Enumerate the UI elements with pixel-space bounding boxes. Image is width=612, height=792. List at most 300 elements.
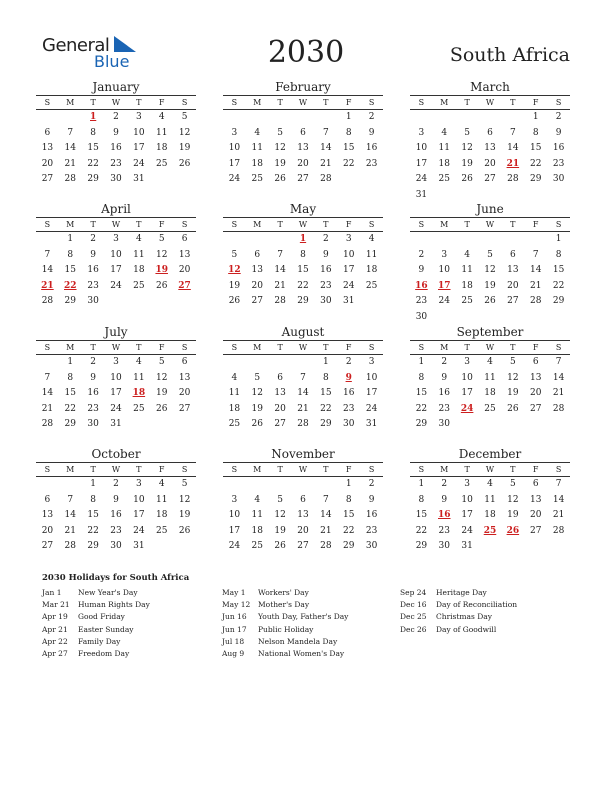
day-cell: 20 (507, 280, 519, 291)
day-grid (410, 232, 570, 325)
day-cell: 15 (320, 388, 332, 398)
holiday-day: 17 (438, 280, 451, 291)
day-cell: 6 (44, 494, 51, 505)
day-cell: 27 (251, 296, 263, 306)
weekday-label: M (253, 465, 262, 474)
weekday-label: S (231, 220, 238, 229)
day-cell: 2 (113, 479, 119, 489)
day-cell: 8 (555, 249, 562, 260)
day-cell: 16 (552, 143, 565, 153)
day-cell: 12 (507, 494, 519, 505)
day-cell: 6 (509, 249, 516, 260)
weekday-label: S (418, 220, 425, 229)
holiday-date: Dec 25 (400, 612, 427, 622)
weekday-label: F (345, 98, 352, 107)
weekday-label: T (277, 343, 283, 352)
month-name: December (458, 447, 522, 461)
day-cell: 17 (110, 265, 122, 275)
empty-day (292, 477, 315, 493)
day-cell: 25 (251, 541, 263, 551)
holiday-day: 21 (506, 158, 520, 169)
empty-day (269, 110, 292, 126)
weekday-label: T (136, 465, 142, 474)
day-cell: 10 (228, 510, 241, 520)
day-cell: 7 (67, 127, 74, 138)
day-cell: 28 (64, 174, 76, 184)
day-cell: 2 (368, 112, 375, 122)
day-cell: 13 (507, 265, 519, 275)
day-cell: 31 (133, 541, 145, 551)
day-cell: 23 (438, 525, 450, 536)
holiday-day: 9 (345, 372, 352, 383)
month-july (36, 324, 196, 433)
day-cell: 17 (461, 510, 473, 520)
weekday-label: T (277, 465, 283, 474)
day-cell: 25 (228, 419, 241, 429)
day-cell: 29 (415, 419, 428, 429)
day-cell: 6 (300, 494, 306, 505)
month-september (410, 324, 570, 433)
holiday-row (222, 611, 348, 623)
day-cell: 9 (90, 249, 96, 260)
day-cell: 5 (509, 357, 516, 367)
day-cell: 7 (277, 249, 283, 260)
day-cell: 28 (64, 541, 76, 551)
weekday-label: F (158, 220, 165, 229)
day-cell: 13 (297, 143, 309, 153)
month-name: November (271, 447, 335, 461)
holiday-date: Sep 24 (400, 588, 427, 597)
month-june (410, 201, 570, 325)
day-cell: 10 (415, 143, 428, 153)
day-cell: 1 (345, 479, 352, 489)
day-cell: 19 (251, 403, 263, 414)
day-cell: 23 (438, 403, 450, 414)
day-cell: 13 (178, 249, 191, 260)
weekday-label: S (44, 98, 51, 107)
day-cell: 10 (342, 249, 355, 260)
day-cell: 20 (178, 265, 191, 275)
day-cell: 14 (274, 265, 286, 275)
day-cell: 23 (87, 280, 99, 291)
day-grid (223, 110, 383, 188)
day-cell: 27 (529, 525, 542, 536)
day-cell: 11 (133, 249, 145, 260)
day-cell: 30 (438, 541, 450, 551)
day-cell: 6 (277, 372, 283, 383)
day-grid (223, 355, 383, 433)
day-cell: 11 (155, 127, 168, 138)
day-cell: 25 (155, 158, 168, 169)
month-name: June (476, 202, 504, 216)
weekday-label: S (44, 220, 51, 229)
weekday-label: M (66, 98, 75, 107)
day-cell: 5 (181, 479, 188, 489)
month-march (410, 79, 570, 203)
day-cell: 9 (368, 127, 375, 138)
month-november (223, 446, 383, 555)
holiday-row (222, 624, 348, 636)
day-cell: 4 (487, 479, 493, 489)
day-cell: 24 (415, 174, 428, 184)
weekday-label: M (66, 465, 75, 474)
day-cell: 10 (365, 372, 378, 383)
day-cell: 15 (87, 143, 99, 153)
empty-day (223, 110, 246, 126)
day-grid (223, 232, 383, 310)
day-cell: 17 (342, 265, 355, 275)
day-cell: 28 (552, 525, 565, 536)
day-cell: 17 (461, 388, 473, 398)
day-cell: 17 (415, 158, 428, 169)
month-name: August (281, 325, 325, 339)
day-cell: 25 (133, 280, 145, 291)
empty-day (292, 110, 315, 126)
day-cell: 27 (529, 403, 542, 414)
weekday-label: F (345, 465, 352, 474)
day-cell: 26 (178, 525, 191, 536)
weekday-label: T (323, 343, 329, 352)
day-cell: 8 (418, 494, 425, 505)
empty-day (36, 110, 59, 126)
day-cell: 4 (368, 234, 375, 244)
month-name: April (101, 202, 131, 216)
day-grid (36, 477, 196, 555)
weekday-header (223, 95, 383, 110)
day-cell: 6 (532, 357, 539, 367)
day-cell: 19 (507, 510, 519, 520)
holiday-name: Day of Goodwill (436, 624, 497, 634)
day-grid (36, 232, 196, 310)
day-cell: 8 (418, 372, 425, 383)
day-cell: 5 (181, 112, 188, 122)
day-cell: 15 (64, 265, 76, 275)
day-cell: 5 (254, 372, 261, 383)
day-cell: 7 (555, 357, 562, 367)
day-cell: 4 (135, 234, 142, 244)
day-cell: 5 (231, 249, 238, 260)
day-cell: 16 (320, 265, 332, 275)
day-cell: 14 (41, 265, 54, 275)
day-cell: 28 (507, 174, 519, 184)
day-cell: 28 (297, 419, 309, 429)
day-cell: 16 (365, 510, 378, 520)
day-cell: 23 (415, 296, 428, 306)
month-october (36, 446, 196, 555)
day-cell: 18 (438, 158, 450, 169)
day-cell: 5 (158, 234, 165, 244)
weekday-header (36, 217, 196, 232)
day-cell: 17 (133, 143, 145, 153)
day-cell: 17 (365, 388, 378, 398)
day-cell: 29 (87, 174, 99, 184)
day-cell: 24 (228, 541, 241, 551)
day-cell: 24 (133, 158, 145, 169)
day-cell: 1 (418, 479, 425, 489)
day-cell: 2 (441, 357, 448, 367)
day-cell: 19 (484, 280, 496, 291)
logo-general-text: General (42, 35, 110, 56)
empty-day (223, 477, 246, 493)
day-cell: 3 (135, 112, 142, 122)
holiday-row (400, 624, 517, 636)
day-cell: 20 (274, 403, 286, 414)
logo-blue-text: Blue (94, 52, 130, 71)
weekday-label: T (136, 220, 142, 229)
day-cell: 13 (178, 372, 191, 383)
day-cell: 23 (365, 158, 378, 169)
day-cell: 16 (365, 143, 378, 153)
day-cell: 23 (320, 280, 332, 291)
holiday-row (400, 611, 517, 623)
day-cell: 24 (365, 403, 378, 414)
day-cell: 26 (155, 403, 168, 414)
day-cell: 31 (133, 174, 145, 184)
day-cell: 14 (529, 265, 542, 275)
holiday-column (400, 587, 517, 636)
empty-day (501, 232, 524, 248)
weekday-label: W (485, 465, 495, 474)
holiday-date: Jun 17 (222, 624, 247, 634)
day-cell: 8 (300, 249, 306, 260)
day-cell: 27 (484, 174, 496, 184)
day-cell: 21 (41, 403, 54, 414)
weekday-label: S (555, 98, 562, 107)
day-cell: 8 (90, 127, 96, 138)
day-cell: 6 (300, 127, 306, 138)
day-cell: 16 (110, 143, 122, 153)
day-cell: 7 (300, 372, 306, 383)
holiday-row (42, 648, 150, 660)
day-cell: 18 (484, 388, 496, 398)
day-cell: 31 (342, 296, 355, 306)
day-cell: 11 (461, 265, 473, 275)
day-cell: 15 (87, 510, 99, 520)
day-cell: 25 (438, 174, 450, 184)
day-cell: 6 (44, 127, 51, 138)
holiday-date: Aug 9 (222, 648, 245, 658)
day-cell: 18 (251, 158, 263, 169)
day-cell: 22 (64, 403, 76, 414)
weekday-label: T (90, 343, 96, 352)
day-cell: 16 (87, 265, 99, 275)
day-cell: 7 (555, 479, 562, 489)
day-cell: 13 (41, 143, 54, 153)
holiday-row (42, 636, 150, 648)
day-cell: 5 (509, 479, 516, 489)
day-cell: 3 (464, 479, 470, 489)
day-cell: 12 (155, 249, 168, 260)
day-cell: 30 (342, 419, 355, 429)
day-cell: 2 (90, 357, 96, 367)
day-cell: 18 (461, 280, 473, 291)
day-cell: 14 (552, 372, 565, 383)
day-cell: 30 (552, 174, 565, 184)
day-grid (36, 355, 196, 433)
day-cell: 3 (368, 357, 375, 367)
day-cell: 12 (251, 388, 263, 398)
day-cell: 20 (297, 525, 309, 536)
holiday-day: 18 (132, 388, 146, 398)
holidays-title: 2030 Holidays for South Africa (42, 573, 190, 583)
day-cell: 23 (110, 525, 122, 536)
day-cell: 28 (41, 419, 54, 429)
day-cell: 1 (418, 357, 425, 367)
day-cell: 7 (532, 249, 539, 260)
day-cell: 11 (484, 494, 496, 505)
holiday-day: 1 (90, 112, 97, 122)
holiday-date: Jun 16 (222, 612, 247, 622)
day-cell: 11 (251, 143, 263, 153)
day-cell: 26 (251, 419, 263, 429)
holiday-row (400, 599, 517, 611)
day-cell: 19 (461, 158, 473, 169)
day-cell: 8 (90, 494, 96, 505)
day-cell: 6 (181, 357, 188, 367)
month-name: September (456, 325, 524, 339)
day-cell: 14 (507, 143, 519, 153)
day-cell: 2 (441, 479, 448, 489)
day-cell: 24 (133, 525, 145, 536)
day-cell: 27 (178, 403, 191, 414)
day-cell: 5 (277, 127, 283, 138)
holiday-row (400, 587, 517, 599)
holiday-column (222, 587, 348, 660)
day-cell: 22 (552, 280, 565, 291)
holiday-row (222, 648, 348, 660)
day-cell: 26 (178, 158, 191, 169)
day-cell: 18 (155, 143, 168, 153)
weekday-label: F (532, 343, 539, 352)
day-cell: 23 (342, 403, 355, 414)
month-name: July (104, 325, 128, 339)
day-cell: 29 (297, 296, 309, 306)
holiday-day: 27 (178, 280, 191, 291)
day-cell: 4 (441, 127, 448, 138)
day-cell: 16 (438, 388, 450, 398)
day-cell: 11 (365, 249, 378, 260)
holiday-name: Youth Day, Father's Day (258, 612, 349, 622)
weekday-label: W (111, 465, 121, 474)
day-cell: 9 (322, 249, 329, 260)
weekday-label: W (485, 98, 495, 107)
day-cell: 10 (461, 372, 473, 383)
weekday-label: W (298, 220, 308, 229)
day-cell: 22 (342, 525, 355, 536)
day-cell: 12 (274, 510, 286, 520)
empty-day (59, 110, 82, 126)
day-cell: 28 (274, 296, 286, 306)
day-cell: 4 (158, 112, 165, 122)
day-cell: 13 (484, 143, 496, 153)
day-cell: 30 (365, 541, 378, 551)
month-name: March (470, 80, 510, 94)
day-cell: 18 (133, 265, 145, 275)
holiday-name: Nelson Mandela Day (258, 636, 338, 646)
day-cell: 15 (529, 143, 542, 153)
day-cell: 11 (133, 372, 145, 383)
holiday-name: Workers' Day (258, 588, 309, 597)
day-cell: 13 (251, 265, 263, 275)
day-cell: 18 (251, 525, 263, 536)
day-cell: 20 (178, 388, 191, 398)
holiday-day: 24 (460, 403, 474, 414)
day-cell: 29 (64, 296, 76, 306)
weekday-header (36, 340, 196, 355)
day-cell: 26 (228, 296, 241, 306)
holiday-name: Good Friday (78, 612, 125, 622)
day-cell: 1 (555, 234, 562, 244)
day-cell: 2 (418, 249, 425, 260)
day-cell: 9 (441, 372, 448, 383)
day-cell: 12 (155, 372, 168, 383)
weekday-header (223, 340, 383, 355)
day-cell: 15 (64, 388, 76, 398)
holiday-column (42, 587, 150, 660)
day-cell: 22 (320, 403, 332, 414)
day-cell: 12 (507, 372, 519, 383)
weekday-label: S (368, 98, 375, 107)
holiday-name: Public Holiday (258, 624, 314, 634)
day-cell: 21 (297, 403, 309, 414)
holiday-row (42, 587, 150, 599)
empty-day (269, 232, 292, 248)
weekday-label: S (368, 465, 375, 474)
page-header (0, 0, 612, 80)
day-cell: 24 (342, 280, 355, 291)
day-cell: 31 (365, 419, 378, 429)
empty-day (314, 110, 337, 126)
day-cell: 26 (461, 174, 473, 184)
empty-day (501, 110, 524, 126)
day-cell: 12 (178, 494, 191, 505)
month-february (223, 79, 383, 188)
day-cell: 27 (41, 541, 54, 551)
day-cell: 19 (155, 388, 168, 398)
day-cell: 29 (552, 296, 565, 306)
holiday-date: Dec 16 (400, 600, 427, 610)
day-cell: 5 (158, 357, 165, 367)
day-cell: 4 (254, 494, 261, 505)
holiday-row (222, 587, 348, 599)
weekday-label: T (464, 220, 470, 229)
holiday-name: Day of Reconciliation (436, 600, 518, 610)
empty-day (433, 232, 456, 248)
day-cell: 24 (110, 403, 122, 414)
day-cell: 7 (509, 127, 516, 138)
weekday-label: M (440, 98, 449, 107)
day-cell: 29 (529, 174, 542, 184)
day-cell: 13 (529, 372, 542, 383)
month-january (36, 79, 196, 188)
day-cell: 27 (297, 541, 309, 551)
day-cell: 15 (297, 265, 309, 275)
weekday-label: F (532, 220, 539, 229)
day-cell: 29 (415, 541, 428, 551)
day-cell: 26 (507, 403, 519, 414)
weekday-label: T (510, 343, 516, 352)
empty-day (456, 110, 479, 126)
empty-day (59, 477, 82, 493)
holiday-day: 22 (64, 280, 77, 291)
month-name: January (92, 80, 140, 94)
day-cell: 17 (110, 388, 122, 398)
holiday-day: 19 (155, 265, 168, 275)
day-cell: 11 (155, 494, 168, 505)
holiday-date: Apr 21 (42, 624, 68, 634)
day-grid (223, 477, 383, 555)
weekday-label: T (277, 98, 283, 107)
